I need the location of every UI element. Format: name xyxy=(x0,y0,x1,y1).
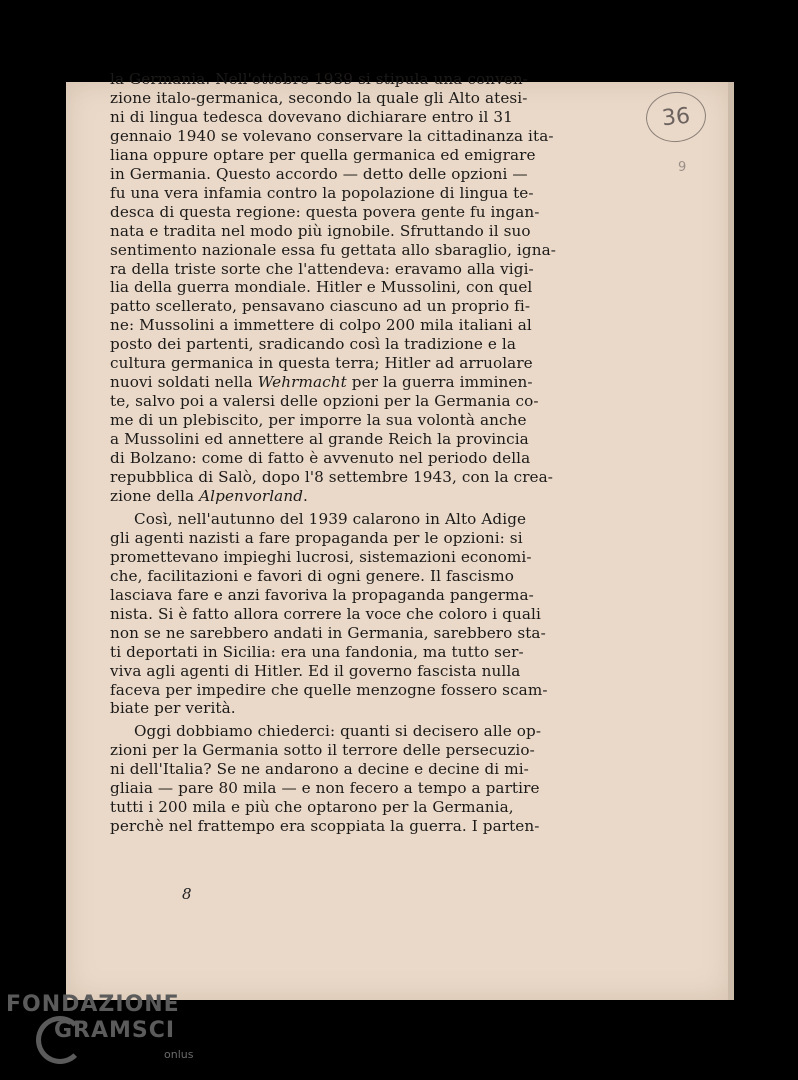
archive-number: 36 xyxy=(660,103,692,131)
watermark-line3: onlus xyxy=(164,1048,194,1061)
text-line: Così, nell'autunno del 1939 calarono in Alto Adige xyxy=(134,509,527,528)
text-line: in Germania. Questo accordo — detto delle opzioni — xyxy=(110,164,528,183)
text-line: zione italo-germanica, secondo la quale gli Alto atesi- xyxy=(110,88,528,107)
text-line: gliaia — pare 80 mila — e non fecero a tempo a partire xyxy=(110,779,540,798)
text-line: ra della triste sorte che l'attendeva: eravamo alla vigi- xyxy=(110,259,534,278)
page-edge xyxy=(728,82,734,1000)
text-line: repubblica di Salò, dopo l'8 settembre 1943, con la crea- xyxy=(110,468,554,487)
text-line: promettevano impieghi lucrosi, sistemazioni economi- xyxy=(110,547,532,566)
page-number: 8 xyxy=(182,885,192,903)
text-line: nuovi soldati nella Wehrmacht per la guerra imminen- xyxy=(110,373,533,392)
text-line: liana oppure optare per quella germanica ed emigrare xyxy=(110,145,536,164)
text-line: viva agli agenti di Hitler. Ed il governo fascista nulla xyxy=(110,661,521,680)
text-line: ti deportati in Sicilia: era una fandonia, ma tutto ser- xyxy=(110,642,524,661)
text-line: la Germania. Nell'ottobre 1939 si stipula una conven- xyxy=(110,70,528,88)
fondazione-gramsci-watermark xyxy=(6,992,206,1072)
text-line: zioni per la Germania sotto il terrore delle persecuzio- xyxy=(110,741,535,760)
text-line: lia della guerra mondiale. Hitler e Mussolini, con quel xyxy=(110,278,533,297)
watermark-line1: FONDAZIONE xyxy=(6,992,180,1017)
text-line: ne: Mussolini a immettere di colpo 200 mila italiani al xyxy=(110,316,532,335)
text-line: gli agenti nazisti a fare propaganda per le opzioni: si xyxy=(110,528,523,547)
body-text xyxy=(110,70,652,836)
text-line: te, salvo poi a valersi delle opzioni per la Germania co- xyxy=(110,392,539,411)
text-line: tutti i 200 mila e più che optarono per la Germania, xyxy=(110,798,514,817)
text-line: biate per verità. xyxy=(110,699,236,718)
text-line: nata e tradita nel modo più ignobile. Sfruttando il suo xyxy=(110,221,531,240)
text-line: che, facilitazioni e favori di ogni genere. Il fascismo xyxy=(110,566,514,585)
text-line: me di un plebiscito, per imporre la sua volontà anche xyxy=(110,411,527,430)
text-line: desca di questa regione: questa povera gente fu ingan- xyxy=(110,202,540,221)
watermark-line2: GRAMSCI xyxy=(54,1018,176,1043)
text-line: lasciava fare e anzi favoriva la propaganda pangerma- xyxy=(110,585,534,604)
text-line: zione della Alpenvorland. xyxy=(110,486,308,505)
text-line: faceva per impedire che quelle menzogne fossero scam- xyxy=(110,680,548,699)
text-line: gennaio 1940 se volevano conservare la cittadinanza ita- xyxy=(110,126,554,145)
text-line: ni dell'Italia? Se ne andarono a decine e decine di mi- xyxy=(110,760,529,779)
text-line: a Mussolini ed annettere al grande Reich la provincia xyxy=(110,430,529,449)
text-line: cultura germanica in questa terra; Hitler ad arruolare xyxy=(110,354,533,373)
text-line: ni di lingua tedesca dovevano dichiarare entro il 31 xyxy=(110,107,513,126)
pencil-mark: 9 xyxy=(678,160,687,175)
text-line: perchè nel frattempo era scoppiata la guerra. I parten- xyxy=(110,817,540,836)
text-line: Oggi dobbiamo chiederci: quanti si decisero alle op- xyxy=(134,722,542,741)
text-line: nista. Si è fatto allora correre la voce che coloro i quali xyxy=(110,604,541,623)
text-line: posto dei partenti, sradicando così la tradizione e la xyxy=(110,335,516,354)
text-line: patto scellerato, pensavano ciascuno ad un proprio fi- xyxy=(110,297,531,316)
text-line: non se ne sarebbero andati in Germania, sarebbero sta- xyxy=(110,623,546,642)
text-line: fu una vera infamia contro la popolazione di lingua te- xyxy=(110,183,534,202)
text-line: sentimento nazionale essa fu gettata allo sbaraglio, igna- xyxy=(110,240,556,259)
text-line: di Bolzano: come di fatto è avvenuto nel periodo della xyxy=(110,449,531,468)
